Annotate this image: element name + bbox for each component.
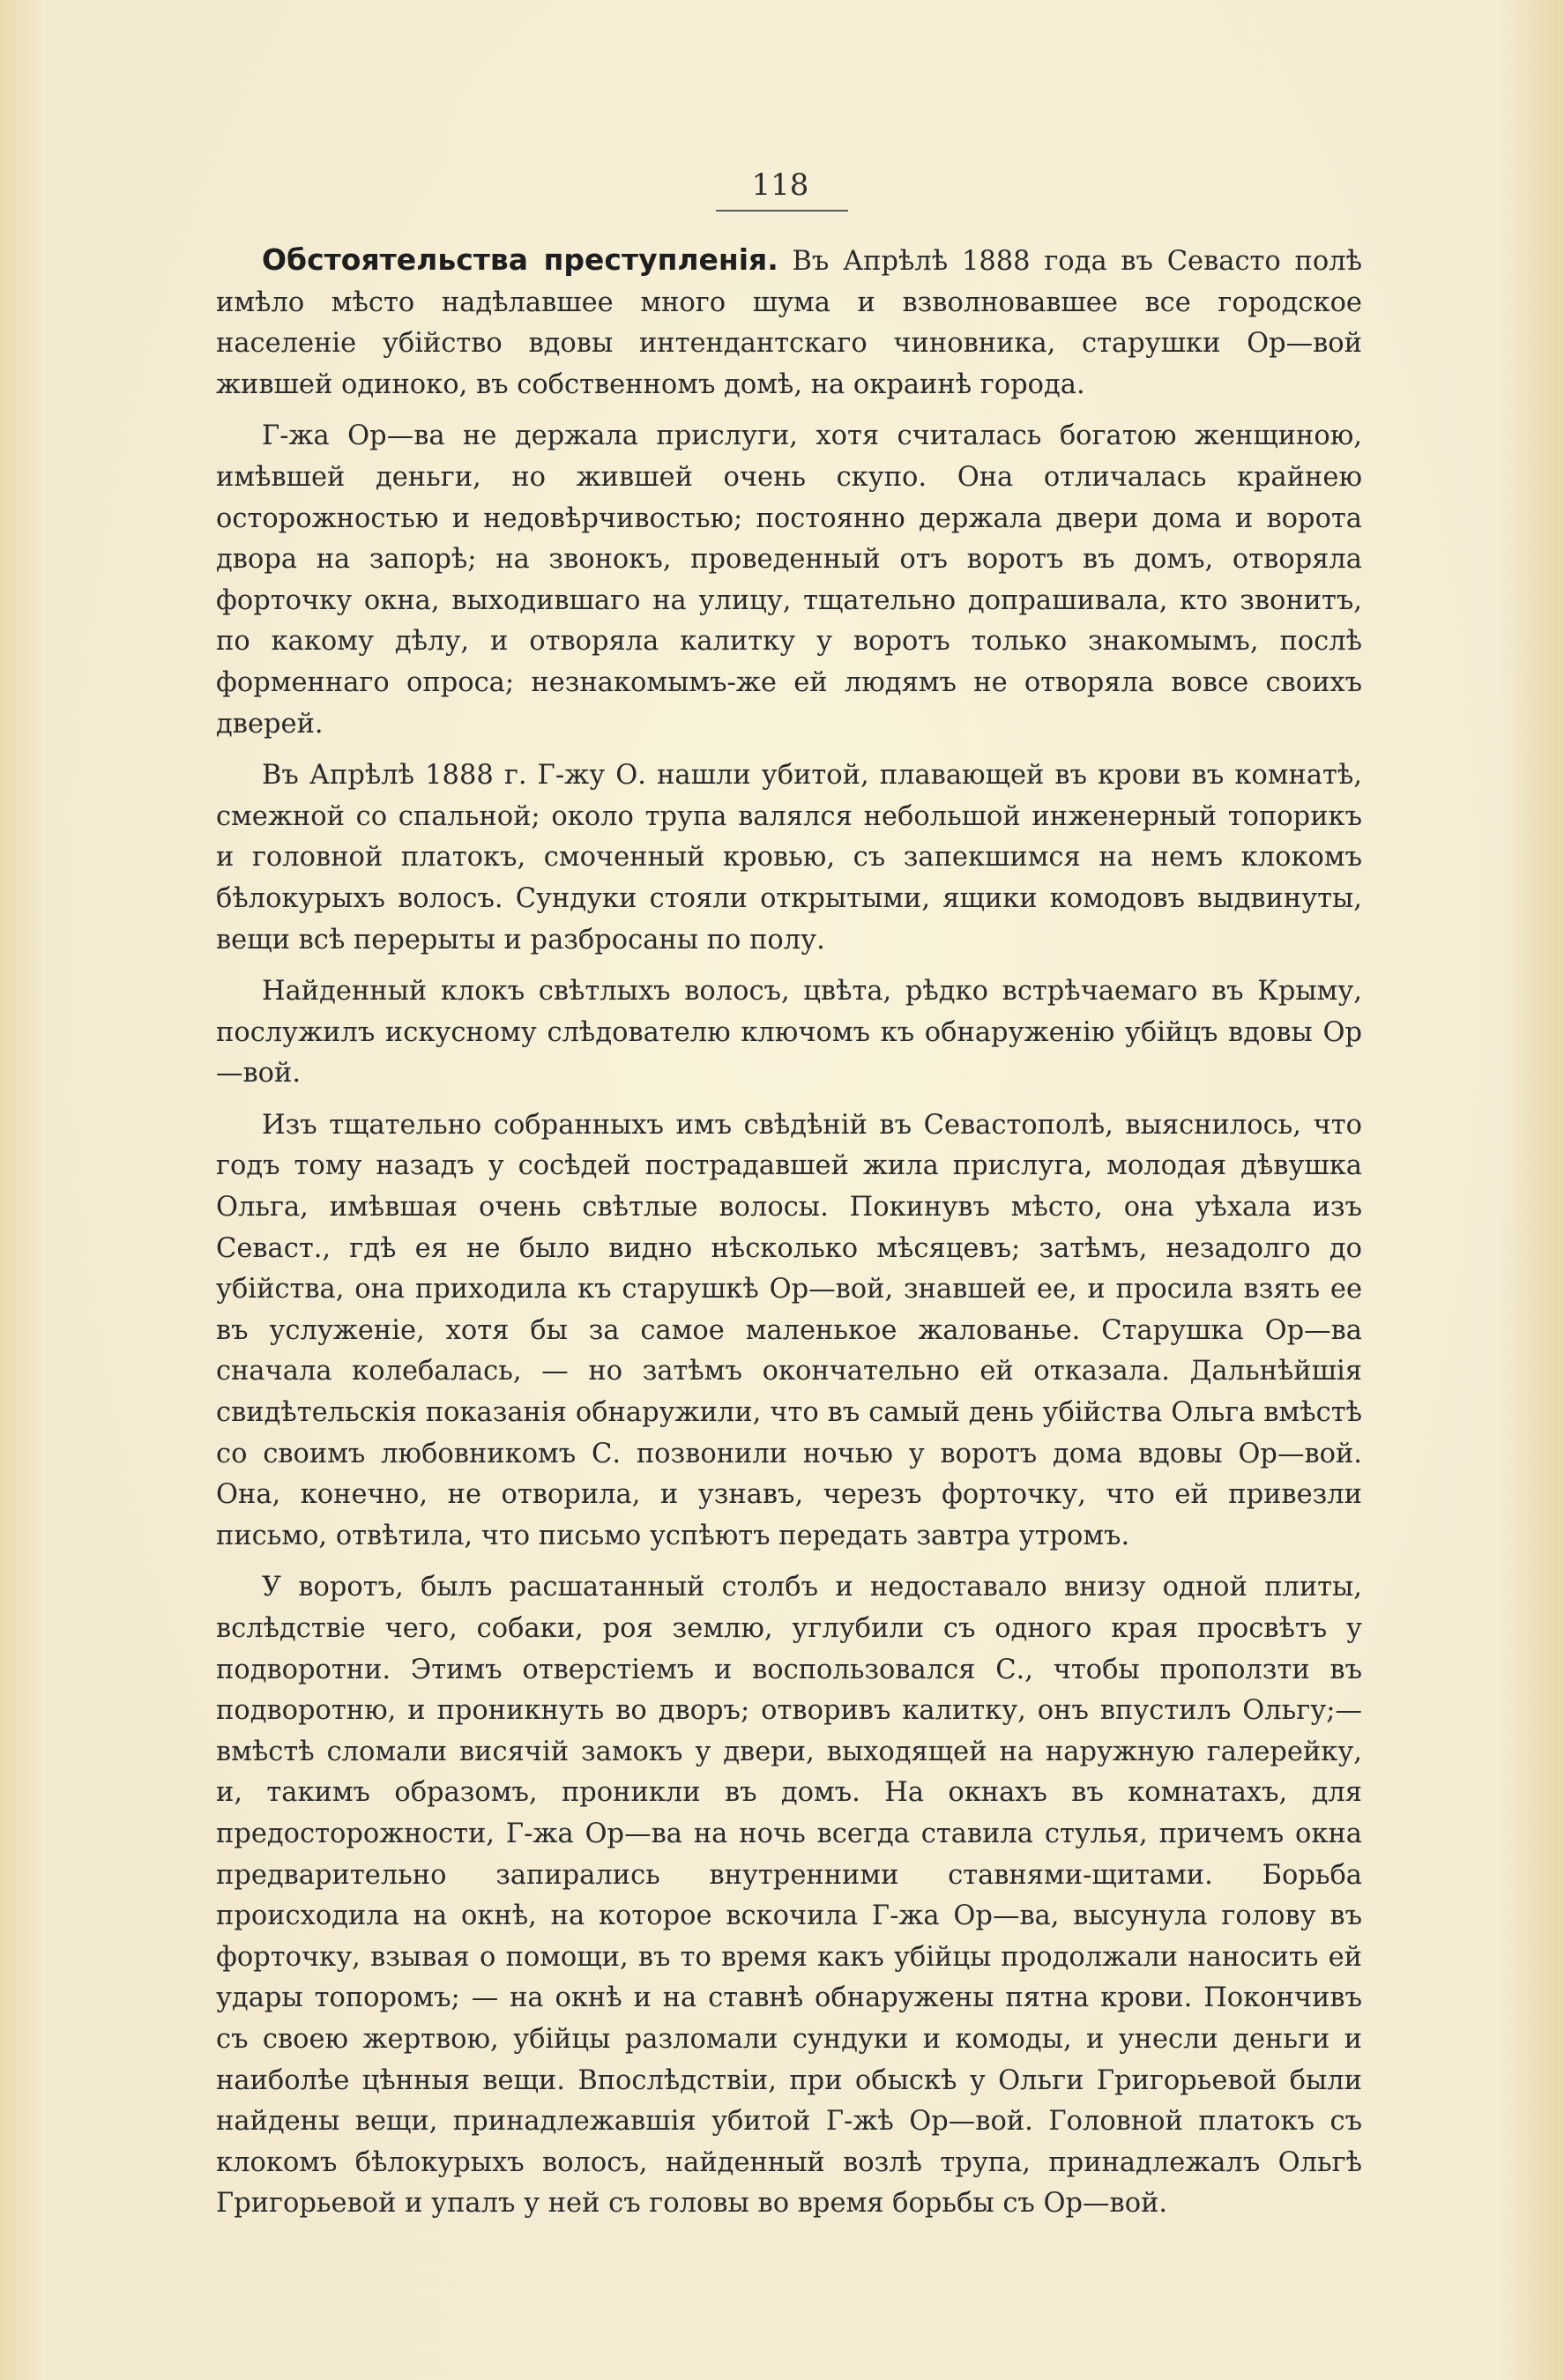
section-heading: Обстоятельства преступленія.: [262, 242, 778, 277]
paragraph-6: У воротъ, былъ расшатанный столбъ и недоставало внизу одной плиты, вслѣдствіе чего, собаки, роя землю, углубили съ одного края просвѣтъ у подворотни. Этимъ отверстіемъ и воспользовался С., чтобы проползти въ подворотню, и проникнуть во дворъ; отворивъ калитку, онъ впустилъ Ольгу;— вмѣстѣ сломали висячій замокъ у двери, выходящей на наружную галерейку, и, такимъ образомъ, проникли въ домъ. На окнахъ въ комнатахъ, для предосторожности, Г-жа Ор—ва на ночь всегда ставила стулья, причемъ окна предварительно запирались внутренними ставнями-щитами. Борьба происходила на окнѣ, на которое вскочила Г-жа Ор—ва, высунула голову въ форточку, взывая о помощи, въ то время какъ убійцы продолжали наносить ей удары топоромъ; — на окнѣ и на ставнѣ обнаружены пятна крови. Покончивъ съ своею жертвою, убійцы разломали сундуки и комоды, и унесли деньги и наиболѣе цѣнныя вещи. Впослѣдствіи, при обыскѣ у Ольги Григорьевой были найдены вещи, принадлежавшія убитой Г-жѣ Ор—вой. Головной платокъ съ клокомъ бѣлокурыхъ волосъ, найденный возлѣ трупа, принадлежалъ Ольгѣ Григорьевой и упалъ у ней съ головы во время борьбы съ Ор—вой.: [216, 1572, 1362, 2220]
paragraph-4: Найденный клокъ свѣтлыхъ волосъ, цвѣта, рѣдко встрѣчаемаго въ Крыму, послужилъ искусному слѣдователю ключомъ къ обнаруженію убійцъ вдовы Ор—вой.: [216, 976, 1362, 1090]
paragraph-2: Г-жа Ор—ва не держала прислуги, хотя считалась богатою женщиною, имѣвшей деньги, но жившей очень скупо. Она отличалась крайнею осторожностью и недовѣрчивостью; постоянно держала двери дома и ворота двора на запорѣ; на звонокъ, проведенный отъ воротъ въ домъ, отворяла форточку окна, выходившаго на улицу, тщательно допрашивала, кто звонитъ, по какому дѣлу, и отворяла калитку у воротъ только знакомымъ, послѣ форменнаго опроса; незнакомымъ-же ей людямъ не отворяла вовсе своихъ дверей.: [216, 420, 1362, 740]
paragraph-intro: [216, 240, 1362, 405]
paragraph-5: Изъ тщательно собранныхъ имъ свѣдѣній въ Севастополѣ, выяснилось, что годъ тому назадъ у сосѣдей пострадавшей жила прислуга, молодая дѣвушка Ольга, имѣвшая очень свѣтлые волосы. Покинувъ мѣсто, она уѣхала изъ Севаст., гдѣ ея не было видно нѣсколько мѣсяцевъ; затѣмъ, незадолго до убійства, она приходила къ старушкѣ Ор—вой, знавшей ее, и просила взять ее въ услуженіе, хотя бы за самое маленькое жалованье. Старушка Ор—ва сначала колебалась, — но затѣмъ окончательно ей отказала. Дальнѣйшія свидѣтельскія показанія обнаружили, что въ самый день убійства Ольга вмѣстѣ со своимъ любовникомъ С. позвонили ночью у воротъ дома вдовы Ор—вой. Она, конечно, не отворила, и узнавъ, черезъ форточку, что ей привезли письмо, отвѣтила, что письмо успѣютъ передать завтра утромъ.: [216, 1109, 1362, 1551]
page-number-rule: [716, 210, 848, 212]
paragraph-3: Въ Апрѣлѣ 1888 г. Г-жу О. нашли убитой, плавающей въ крови въ комнатѣ, смежной со спальной; около трупа валялся небольшой инженерный топорикъ и головной платокъ, смоченный кровью, съ запекшимся на немъ клокомъ бѣлокурыхъ волосъ. Сундуки стояли открытыми, ящики комодовъ выдвинуты, вещи всѣ перерыты и разбросаны по полу.: [216, 760, 1362, 956]
paragraph-intro-text: Въ Апрѣлѣ 1888 года въ Севасто полѣ имѣло мѣсто надѣлавшее много шума и взволновавшее все городское населеніе убійство вдовы интендантскаго чиновника, старушки Ор—вой жившей одиноко, въ собственномъ домѣ, на окраинѣ города.: [216, 246, 1362, 400]
body-text: [216, 240, 1362, 2235]
page-number: 118: [751, 167, 809, 203]
